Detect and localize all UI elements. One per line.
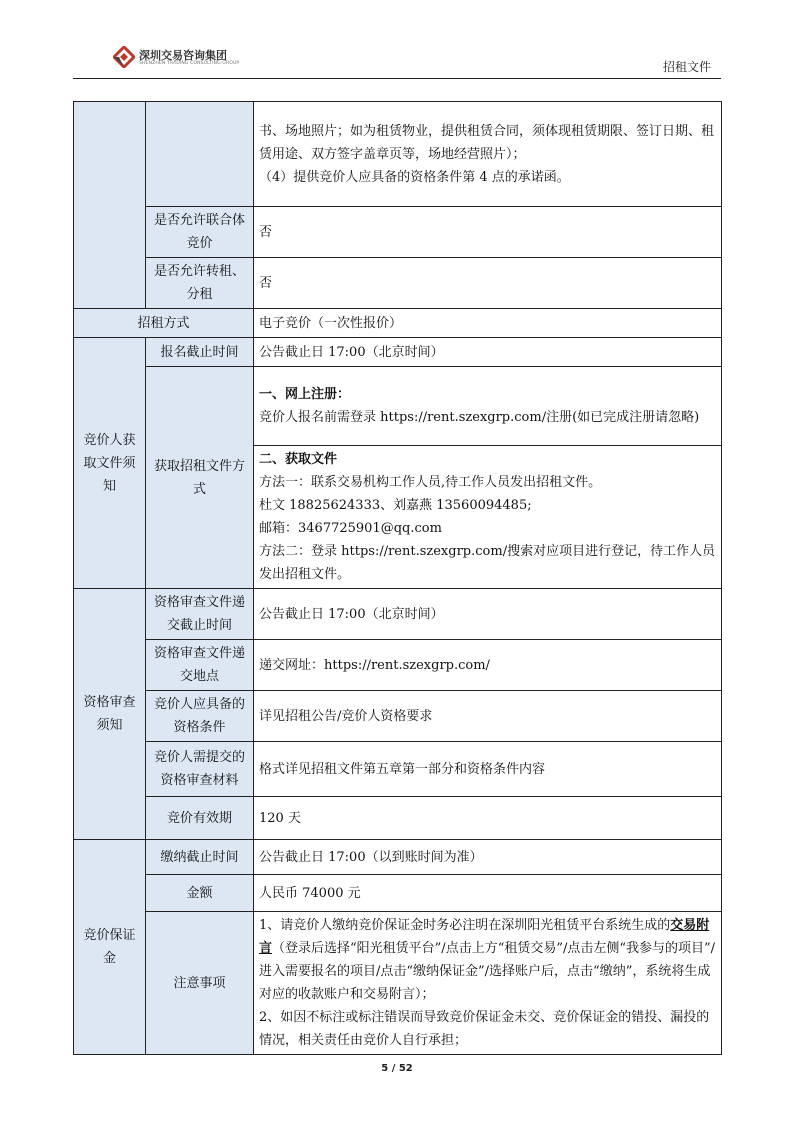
- section-title-obtain-files: 竞价人获取文件须知: [74, 338, 146, 589]
- table-row: [74, 367, 722, 446]
- materials-line: （4）提供竞价人应具备的资格条件第 4 点的承诺函。: [259, 169, 570, 185]
- obtain-heading: 二、获取文件: [259, 452, 338, 467]
- submit-deadline-label: 资格审查文件递交截止时间: [146, 589, 254, 640]
- registration-deadline-label: 报名截止时间: [146, 338, 254, 367]
- document-type: 招租文件: [662, 60, 711, 74]
- amount-value: 人民币 74000 元: [254, 875, 722, 912]
- contact-phones: 杜文 18825624333、刘嘉燕 13560094485;: [259, 498, 532, 513]
- amount-label: 金额: [146, 875, 254, 912]
- qualification-value: 详见招租公告/竞价人资格要求: [254, 691, 722, 742]
- qualification-label: 竞价人应具备的资格条件: [146, 691, 254, 742]
- company-name-cn: 深圳交易咨询集团: [139, 49, 227, 62]
- info-table: [73, 101, 722, 1055]
- contact-email: 邮箱：3467725901@qq.com: [259, 521, 442, 536]
- page-header: [73, 44, 721, 79]
- notes-label: 注意事项: [146, 912, 254, 1055]
- bid-method-label: 招租方式: [74, 309, 254, 338]
- section-cell-empty: [74, 102, 146, 309]
- table-row: [74, 875, 722, 912]
- materials-continued-cell: [254, 102, 722, 207]
- obtain-method-1: 方法一：联系交易机构工作人员,待工作人员发出招租文件。: [259, 475, 602, 490]
- sublease-value: 否: [254, 258, 722, 309]
- registration-text: 竞价人报名前需登录 https://rent.szexgrp.com/注册(如已完成注册请忽略): [259, 410, 700, 425]
- section-title-qualification: 资格审查须知: [74, 589, 146, 840]
- company-name-en: SHENZHEN TRADING CONSULTING GROUP: [139, 61, 240, 66]
- registration-deadline-value: 公告截止日 17:00（北京时间）: [254, 338, 722, 367]
- materials-value: 格式详见招租文件第五章第一部分和资格条件内容: [254, 742, 722, 797]
- pay-deadline-label: 缴纳截止时间: [146, 840, 254, 875]
- label-cell-empty: [146, 102, 254, 207]
- table-row: [74, 207, 722, 258]
- materials-line: 书、场地照片；如为租赁物业，提供租赁合同，须体现租赁期限、签订日期、租赁用途、双方签字盖章页等，场地经营照片）；: [259, 123, 715, 162]
- table-row: [74, 338, 722, 367]
- obtain-method-label: 获取招租文件方式: [146, 367, 254, 589]
- table-row: [74, 912, 722, 1055]
- section-title-deposit: 竞价保证金: [74, 840, 146, 1055]
- submit-place-label: 资格审查文件递交地点: [146, 640, 254, 691]
- table-row: [74, 640, 722, 691]
- obtain-method-2: 方法二：登录 https://rent.szexgrp.com/搜索对应项目进行登记，待工作人员发出招租文件。: [259, 544, 716, 582]
- table-row: [74, 840, 722, 875]
- note-1: [259, 914, 716, 1006]
- notes-cell: [254, 912, 722, 1055]
- table-row: [74, 691, 722, 742]
- submit-deadline-value: 公告截止日 17:00（北京时间）: [254, 589, 722, 640]
- table-row: [74, 589, 722, 640]
- table-row: [74, 797, 722, 840]
- joint-bid-label: 是否允许联合体竞价: [146, 207, 254, 258]
- bid-method-value: 电子竞价（一次性报价）: [254, 309, 722, 338]
- note-1-emphasis: 交易附言: [259, 918, 710, 956]
- registration-heading: 一、网上注册：: [259, 387, 351, 402]
- note-1-after: （登录后选择“阳光租赁平台”/点击上方“租赁交易”/点击左侧“我参与的项目”/进入需要报名的项目/点击“缴纳保证金”/选择账户后，点击“缴纳”，系统将生成对应的收款账户和交易附言）；: [259, 941, 716, 1002]
- submit-place-value: 递交网址：https://rent.szexgrp.com/: [254, 640, 722, 691]
- table-row: [74, 102, 722, 207]
- page-number: 5 / 52: [381, 1063, 413, 1074]
- table-row: [74, 309, 722, 338]
- materials-label: 竞价人需提交的资格审查材料: [146, 742, 254, 797]
- validity-label: 竞价有效期: [146, 797, 254, 840]
- joint-bid-value: 否: [254, 207, 722, 258]
- table-row: [74, 742, 722, 797]
- table-row: [74, 258, 722, 309]
- pay-deadline-value: 公告截止日 17:00（以到账时间为准）: [254, 840, 722, 875]
- note-1-before: 1、请竞价人缴纳竞价保证金时务必注明在深圳阳光租赁平台系统生成的: [259, 918, 671, 933]
- sublease-label: 是否允许转租、分租: [146, 258, 254, 309]
- diamond-logo-icon: [113, 46, 135, 68]
- validity-value: 120 天: [254, 797, 722, 840]
- note-2: 2、如因不标注或标注错误而导致竞价保证金未交、竞价保证金的错投、漏投的情况，相关责任由竞价人自行承担；: [259, 1010, 710, 1048]
- online-registration-cell: [254, 367, 722, 446]
- obtain-files-cell: [254, 446, 722, 589]
